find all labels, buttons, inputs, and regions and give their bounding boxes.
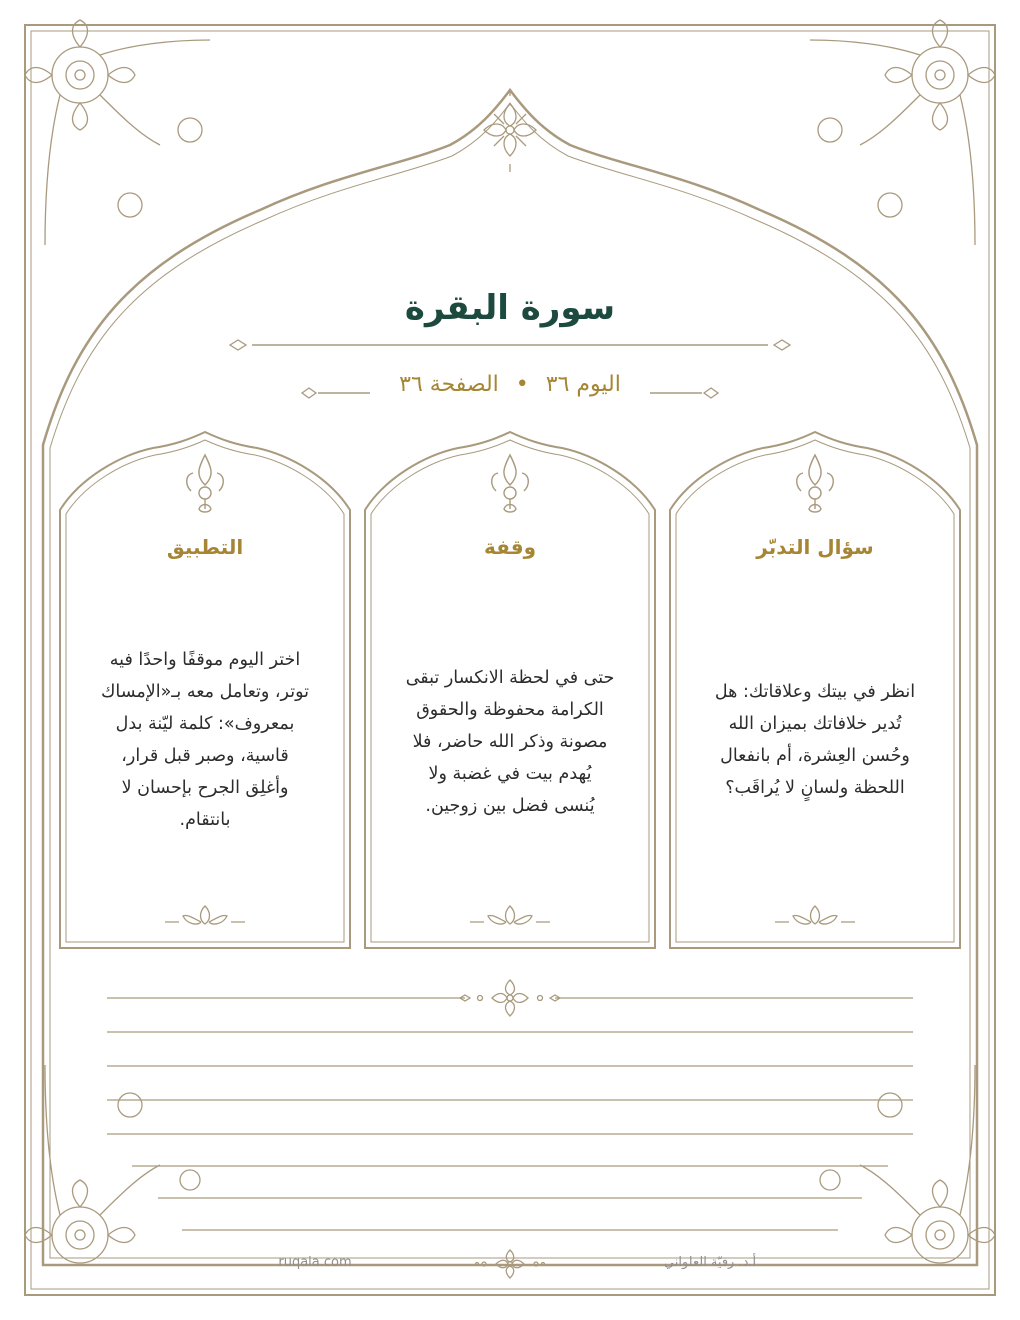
- card-finial-icons: [187, 455, 834, 512]
- day-label: اليوم ٣٦: [545, 372, 621, 397]
- text-line: حتى في لحظة الانكسار تبقى: [405, 668, 615, 688]
- card-body-application: [80, 644, 330, 836]
- footer-author: أ.د. رقيّة العلواني: [663, 1255, 757, 1270]
- text-line: وحُسن العِشرة، أم بانفعال: [720, 746, 910, 766]
- card-title-application: التطبيق: [166, 535, 244, 559]
- card-body-pause: [385, 662, 635, 822]
- text-line: يُنسى فضل بين زوجين.: [425, 796, 595, 816]
- text-line: بانتقام.: [179, 810, 231, 830]
- text-line: اللحظة ولسانٍ لا يُراقَب؟: [725, 778, 905, 798]
- text-line: الكرامة محفوظة والحقوق: [416, 700, 604, 720]
- card-title-question: سؤال التدبّر: [756, 535, 874, 559]
- corner-floral-icons: [25, 20, 995, 1263]
- card-title-pause: وقفة: [483, 535, 537, 559]
- text-line: مصونة وذكر الله حاضر، فلا: [412, 732, 608, 752]
- footer-website: ruqaia.com: [278, 1255, 352, 1270]
- page-label: الصفحة ٣٦: [399, 372, 499, 397]
- page-title: سورة البقرة: [404, 288, 616, 328]
- text-line: بمعروف»: كلمة ليّنة بدل: [115, 714, 295, 734]
- text-line: وأغلِق الجرح بإحسان لا: [121, 778, 289, 798]
- text-line: اختر اليوم موقفًا واحدًا فيه: [109, 650, 301, 670]
- text-line: توتر، وتعامل معه بـ«الإمساك: [101, 682, 309, 702]
- card-lotus-icons: [165, 906, 855, 924]
- day-page-label: [360, 372, 660, 397]
- text-line: انظر في بيتك وعلاقاتك: هل: [714, 682, 916, 702]
- text-line: قاسية، وصبر قبل قرار،: [121, 746, 289, 766]
- card-body-question: [690, 676, 940, 804]
- text-line: يُهدم بيت في غضبة ولا: [428, 764, 592, 784]
- text-line: تُدير خلافاتك بميزان الله: [728, 714, 902, 734]
- separator-dot: •: [515, 372, 529, 397]
